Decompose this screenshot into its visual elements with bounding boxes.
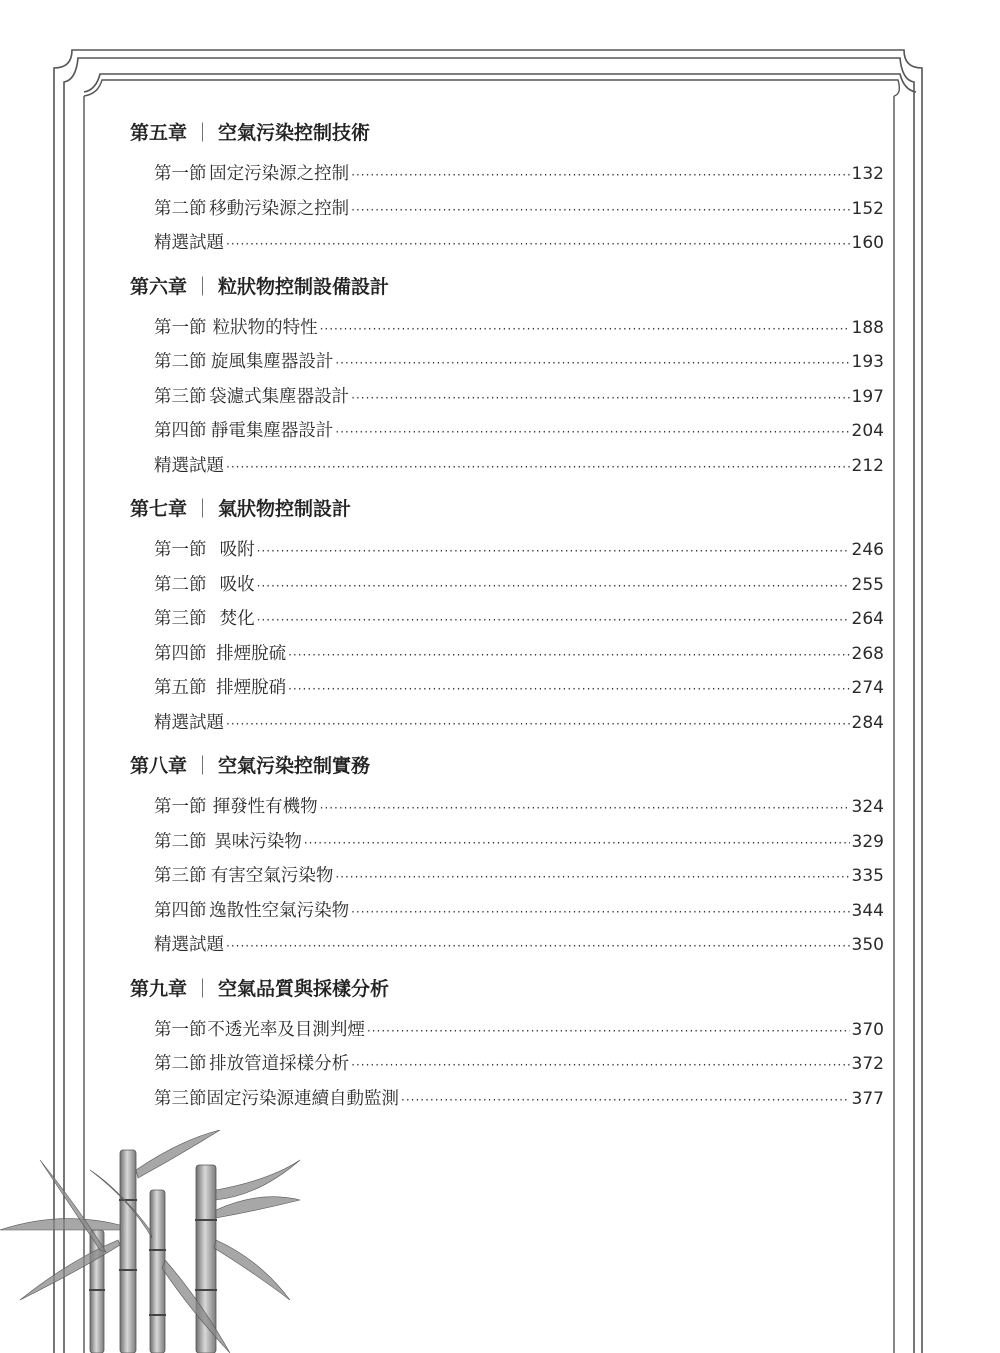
dot-leader	[351, 1048, 849, 1083]
toc-entry[interactable]	[130, 1082, 884, 1117]
section-title: 粒狀物的特性	[212, 317, 318, 338]
toc-entry[interactable]	[130, 825, 884, 860]
section-title: 逸散性空氣污染物	[209, 900, 350, 921]
page-number: 255	[851, 574, 884, 595]
dot-leader	[288, 638, 849, 673]
section-title: 精選試題	[154, 935, 224, 955]
section-number: 第一節	[154, 797, 207, 817]
toc-entry[interactable]	[130, 449, 884, 484]
chapter-number: 第九章	[130, 977, 188, 1000]
section-number: 第二節	[154, 574, 207, 595]
chapter-8	[130, 751, 884, 963]
dot-leader	[288, 672, 849, 707]
section-title: 袋濾式集塵器設計	[209, 386, 350, 407]
chapter-separator: ｜	[193, 122, 213, 144]
toc-entry[interactable]	[130, 706, 884, 741]
page-number: 377	[851, 1088, 884, 1109]
section-number: 第一節	[154, 540, 207, 560]
dot-leader	[257, 569, 850, 604]
page-number: 324	[851, 797, 884, 817]
toc-entry[interactable]	[130, 192, 884, 227]
toc-entry[interactable]	[130, 157, 884, 192]
dot-leader	[226, 450, 850, 485]
dot-leader	[226, 227, 850, 262]
toc-entry[interactable]	[130, 533, 884, 568]
dot-leader	[320, 312, 850, 347]
section-number: 第三節	[154, 866, 207, 886]
section-title: 靜電集塵器設計	[210, 421, 334, 441]
dot-leader	[304, 826, 850, 861]
section-title: 有害空氣污染物	[210, 866, 334, 886]
toc-entry[interactable]	[130, 568, 884, 603]
dot-leader	[351, 895, 849, 930]
chapter-number: 第八章	[130, 755, 188, 777]
section-number: 第一節	[154, 164, 207, 184]
dot-leader	[401, 1083, 850, 1118]
page-number: 152	[851, 198, 884, 219]
section-title: 吸收	[219, 574, 255, 595]
page-number: 329	[851, 831, 884, 852]
page-number: 132	[851, 164, 884, 184]
section-title: 焚化	[219, 609, 255, 629]
chapter-7	[130, 494, 884, 740]
page-number: 372	[851, 1054, 884, 1074]
dot-leader	[335, 860, 849, 895]
section-number: 第四節	[154, 643, 207, 664]
section-number: 第二節	[154, 831, 207, 852]
bamboo-illustration	[0, 1130, 310, 1353]
section-number: 第三節	[154, 386, 207, 407]
dot-leader	[335, 415, 849, 450]
section-number: 第四節	[154, 421, 207, 441]
chapter-separator: ｜	[193, 755, 213, 777]
page-number: 188	[851, 317, 884, 338]
toc-entry[interactable]	[130, 602, 884, 637]
page-number: 197	[851, 386, 884, 407]
page-number: 344	[851, 900, 884, 921]
chapter-title: 空氣品質與採樣分析	[218, 977, 390, 1000]
chapter-5	[130, 118, 884, 261]
section-title: 固定污染源連續自動監測	[206, 1088, 399, 1109]
chapter-number: 第六章	[130, 275, 188, 298]
section-title: 固定污染源之控制	[209, 164, 350, 184]
chapter-title: 空氣污染控制技術	[218, 122, 371, 144]
page-number: 274	[851, 678, 884, 698]
page-number: 268	[851, 643, 884, 664]
toc-entry[interactable]	[130, 345, 884, 380]
chapter-title: 空氣污染控制實務	[218, 755, 371, 777]
chapter-separator: ｜	[193, 977, 213, 1000]
section-title: 揮發性有機物	[212, 797, 318, 817]
section-title: 不透光率及目測判煙	[207, 1019, 365, 1040]
toc-entry[interactable]	[130, 928, 884, 963]
chapter-title: 粒狀物控制設備設計	[218, 275, 390, 298]
dot-leader	[351, 158, 849, 193]
section-title: 旋風集塵器設計	[210, 352, 334, 372]
chapter-number: 第七章	[130, 498, 188, 520]
chapter-number: 第五章	[130, 122, 188, 144]
page-number: 350	[851, 935, 884, 955]
table-of-contents	[130, 118, 884, 1116]
toc-entry[interactable]	[130, 671, 884, 706]
page-number: 335	[851, 866, 884, 886]
dot-leader	[367, 1014, 850, 1049]
section-number: 第四節	[154, 900, 207, 921]
toc-entry[interactable]	[130, 637, 884, 672]
section-number: 第五節	[154, 678, 207, 698]
section-title: 精選試題	[154, 455, 224, 476]
section-title: 移動污染源之控制	[209, 198, 350, 219]
section-title: 精選試題	[154, 233, 224, 253]
dot-leader	[257, 534, 850, 569]
section-number: 第一節	[154, 1019, 207, 1040]
page-number: 246	[851, 540, 884, 560]
toc-entry[interactable]	[130, 894, 884, 929]
chapter-separator: ｜	[193, 498, 213, 520]
dot-leader	[335, 346, 849, 381]
dot-leader	[320, 791, 850, 826]
section-title: 排煙脫硫	[216, 643, 287, 664]
toc-entry[interactable]	[130, 414, 884, 449]
section-title: 吸附	[219, 540, 255, 560]
section-number: 第二節	[154, 198, 207, 219]
section-number: 第三節	[154, 609, 207, 629]
chapter-heading	[130, 974, 884, 1004]
section-title: 排煙脫硝	[216, 678, 287, 698]
page-number: 193	[851, 352, 884, 372]
page-number: 160	[851, 233, 884, 253]
section-number: 第二節	[154, 352, 207, 372]
dot-leader	[226, 929, 850, 964]
section-title: 排放管道採樣分析	[209, 1054, 350, 1074]
chapter-heading	[130, 494, 884, 524]
toc-entry[interactable]	[130, 311, 884, 346]
chapter-heading	[130, 751, 884, 781]
page-number: 284	[851, 712, 884, 733]
chapter-heading	[130, 272, 884, 302]
section-title: 精選試題	[154, 712, 224, 733]
toc-entry[interactable]	[130, 1047, 884, 1082]
page-number: 204	[851, 421, 884, 441]
toc-entry[interactable]	[130, 380, 884, 415]
page-number: 264	[851, 609, 884, 629]
toc-entry[interactable]	[130, 790, 884, 825]
chapter-9	[130, 974, 884, 1117]
chapter-6	[130, 272, 884, 484]
dot-leader	[351, 381, 849, 416]
page-number: 212	[851, 455, 884, 476]
toc-entry[interactable]	[130, 226, 884, 261]
page-number: 370	[851, 1019, 884, 1040]
dot-leader	[351, 193, 849, 228]
chapter-heading	[130, 118, 884, 148]
chapter-separator: ｜	[193, 275, 213, 298]
dot-leader	[226, 707, 850, 742]
section-number: 第三節	[154, 1088, 207, 1109]
chapter-title: 氣狀物控制設計	[218, 498, 352, 520]
section-number: 第一節	[154, 317, 207, 338]
toc-entry[interactable]	[130, 1013, 884, 1048]
toc-entry[interactable]	[130, 859, 884, 894]
dot-leader	[257, 603, 850, 638]
section-title: 異味污染物	[214, 831, 302, 852]
section-number: 第二節	[154, 1054, 207, 1074]
